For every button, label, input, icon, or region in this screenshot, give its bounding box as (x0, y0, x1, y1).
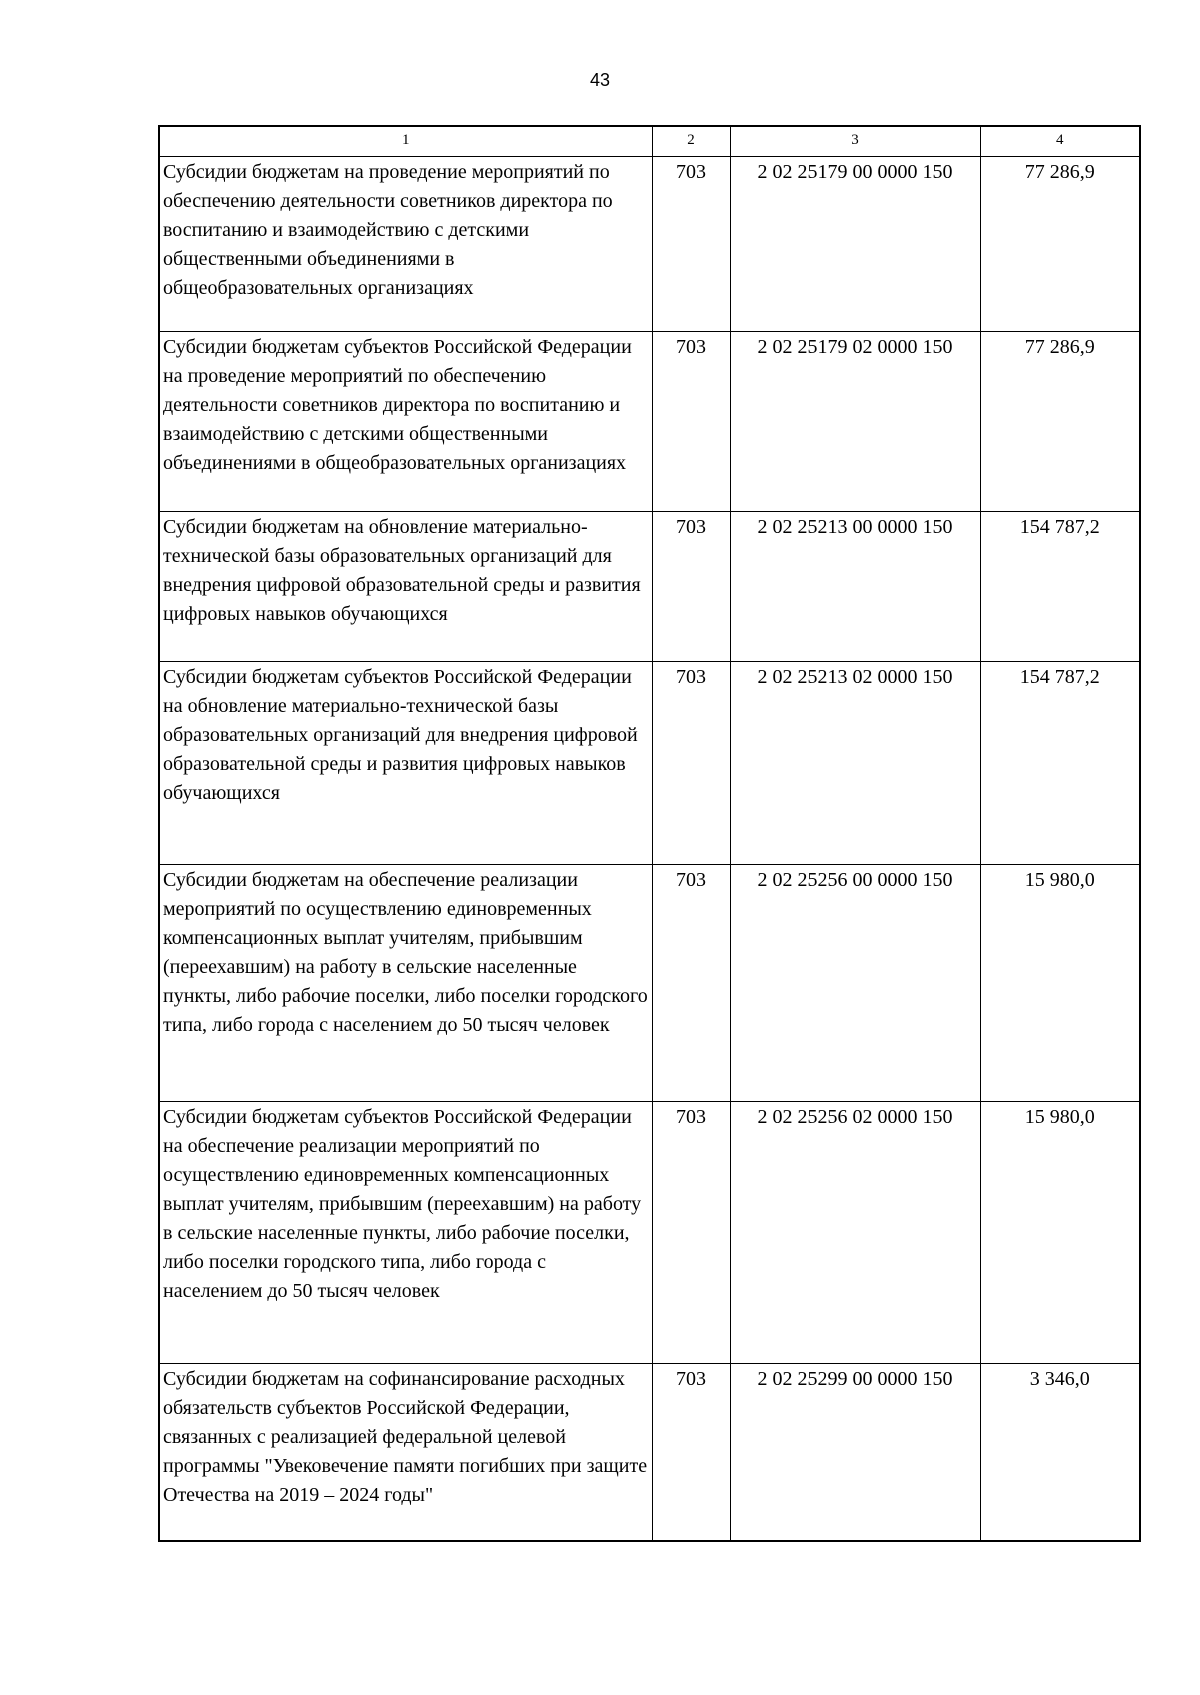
row-amount-cell: 3 346,0 (980, 1364, 1140, 1541)
row-name-cell: Субсидии бюджетам субъектов Российской Федерации на проведение мероприятий по обеспечению деятельности советников директора по воспитанию и взаимодействию с детскими общественными объединениями в общеобразовательных организациях (159, 332, 652, 512)
row-name-cell: Субсидии бюджетам субъектов Российской Федерации на обновление материально-технической базы образовательных организаций для внедрения цифровой образовательной среды и развития цифровых навыков обучающихся (159, 662, 652, 865)
row-amount-cell: 154 787,2 (980, 512, 1140, 662)
column-header-code: 3 (730, 126, 980, 157)
column-header-amount: 4 (980, 126, 1140, 157)
table-row (159, 865, 1140, 1102)
row-name-cell: Субсидии бюджетам субъектов Российской Федерации на обеспечение реализации мероприятий по осуществлению единовременных компенсационных выплат учителям, прибывшим (переехавшим) на работу в сельские населенные пункты, либо рабочие поселки, либо поселки городского типа, либо города с населением до 50 тысяч человек (159, 1102, 652, 1364)
row-code-cell: 2 02 25179 02 0000 150 (730, 332, 980, 512)
table-row (159, 1364, 1140, 1541)
row-code-cell: 2 02 25299 00 0000 150 (730, 1364, 980, 1541)
row-amount-cell: 15 980,0 (980, 1102, 1140, 1364)
row-amount-cell: 15 980,0 (980, 865, 1140, 1102)
table-row (159, 157, 1140, 332)
row-code-cell: 2 02 25213 00 0000 150 (730, 512, 980, 662)
row-name-cell: Субсидии бюджетам на проведение мероприятий по обеспечению деятельности советников директора по воспитанию и взаимодействию с детскими общественными объединениями в общеобразовательных организациях (159, 157, 652, 332)
table-row (159, 512, 1140, 662)
row-admin-cell: 703 (652, 157, 730, 332)
table-row (159, 1102, 1140, 1364)
row-admin-cell: 703 (652, 512, 730, 662)
row-amount-cell: 77 286,9 (980, 157, 1140, 332)
row-name-cell: Субсидии бюджетам на обновление материально-технической базы образовательных организаций для внедрения цифровой образовательной среды и развития цифровых навыков обучающихся (159, 512, 652, 662)
budget-revenue-table (158, 125, 1141, 1542)
table-row (159, 662, 1140, 865)
row-admin-cell: 703 (652, 1364, 730, 1541)
row-code-cell: 2 02 25179 00 0000 150 (730, 157, 980, 332)
column-header-admin: 2 (652, 126, 730, 157)
row-amount-cell: 154 787,2 (980, 662, 1140, 865)
row-name-cell: Субсидии бюджетам на софинансирование расходных обязательств субъектов Российской Федерации, связанных с реализацией федеральной целевой программы "Увековечение памяти погибших при защите Отечества на 2019 – 2024 годы" (159, 1364, 652, 1541)
row-admin-cell: 703 (652, 1102, 730, 1364)
row-admin-cell: 703 (652, 865, 730, 1102)
row-code-cell: 2 02 25213 02 0000 150 (730, 662, 980, 865)
row-admin-cell: 703 (652, 662, 730, 865)
row-admin-cell: 703 (652, 332, 730, 512)
row-amount-cell: 77 286,9 (980, 332, 1140, 512)
table-header-row (159, 126, 1140, 157)
row-name-cell: Субсидии бюджетам на обеспечение реализации мероприятий по осуществлению единовременных компенсационных выплат учителям, прибывшим (переехавшим) на работу в сельские населенные пункты, либо рабочие поселки, либо поселки городского типа, либо города с населением до 50 тысяч человек (159, 865, 652, 1102)
column-header-name: 1 (159, 126, 652, 157)
row-code-cell: 2 02 25256 02 0000 150 (730, 1102, 980, 1364)
row-code-cell: 2 02 25256 00 0000 150 (730, 865, 980, 1102)
table-row (159, 332, 1140, 512)
page-number: 43 (589, 70, 611, 90)
